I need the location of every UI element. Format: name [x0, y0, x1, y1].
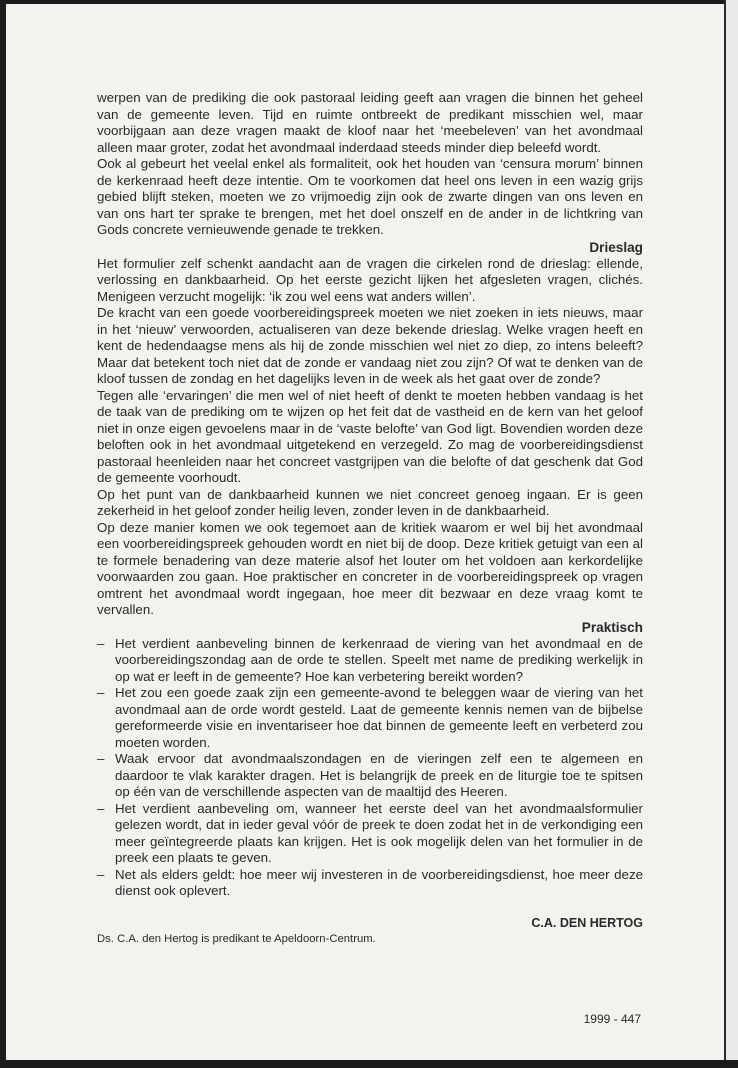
recommendation-list — [97, 636, 643, 900]
scan-right-edge — [724, 0, 738, 1068]
scan-top-edge — [0, 0, 738, 4]
paragraph: Tegen alle ‘ervaringen’ die men wel of niet heeft of denkt te moeten hebben vandaag is het de taak van de prediking om te wijzen op het feit dat de vastheid en de kern van het geloof niet in onze eigen gevoelens maar in de ‘vaste belofte’ van God ligt. Bovendien worden deze beloften ook in het avondmaal uitgetekend en verzegeld. Zo mag de voorbereidingsdienst pastoraal heenleiden naar het concreet vastgrijpen van die belofte of dat geschenk dat God de gemeente voorhoudt. — [97, 387, 643, 485]
list-item-text: Net als elders geldt: hoe meer wij investeren in de voorbereidingsdienst, hoe meer deze dienst ook oplevert. — [115, 866, 643, 898]
dash-bullet: – — [97, 685, 105, 700]
paragraph: Op het punt van de dankbaarheid kunnen we niet concreet genoeg ingaan. Er is geen zekerheid in het geloof zonder heilig leven, zonder leven in de dankbaarheid. — [97, 486, 643, 518]
list-item — [97, 636, 643, 686]
author-note: Ds. C.A. den Hertog is predikant te Apeldoorn-Centrum. — [97, 932, 376, 945]
dash-bullet: – — [97, 751, 105, 766]
paragraph: Op deze manier komen we ook tegemoet aan de kritiek waarom er wel bij het avondmaal een voorbereidingspreek gehouden wordt en niet bij de doop. Deze kritiek getuigt van een al te formele benadering van deze materie alsof het louter om het voldoen aan kerkordelijke voorwaarden zou gaan. Hoe praktischer en concreter in de voorbereidingspreek op vragen omtrent het avondmaal wordt ingegaan, hoe meer dit bezwaar en deze vraag komt te vervallen. — [97, 519, 643, 617]
list-item-text: Waak ervoor dat avondmaalszondagen en de vieringen zelf een te algemeen en daardoor te vlak karakter dragen. Het is belangrijk de preek en de liturgie toe te spitsen op één van de verschillende aspecten van de maaltijd des Heeren. — [115, 751, 643, 799]
paragraph: De kracht van een goede voorbereidingspreek moeten we niet zoeken in iets nieuws, maar in het ‘nieuw’ verwoorden, actualiseren van deze bekende drieslag. Welke vragen heeft en kent de hedendaagse mens als hij de zonde misschien wel niet zo diep, zo intens beleeft? Maar dat betekent toch niet dat de zonde er vandaag niet zou zijn? Of wat te denken van de kloof tussen de zondag en het dagelijks leven in de week als het gaat over de zonde? — [97, 305, 643, 386]
page-number: 1999 - 447 — [583, 1012, 641, 1026]
scan-bottom-edge — [0, 1060, 738, 1068]
list-item — [97, 867, 643, 900]
paragraph: Ook al gebeurt het veelal enkel als formaliteit, ook het houden van ‘censura morum’ binnen de kerkenraad heeft deze intentie. Om te voorkomen dat heel ons leven in een wazig grijs gebied blijft steken, moeten we zo vrijmoedig zijn ook de zwarte dingen van ons leven en van ons hart ter sprake te brengen, met het doel onszelf en de ander in de lichtkring van Gods concrete vernieuwende genade te trekken. — [97, 156, 643, 237]
list-item — [97, 685, 643, 751]
list-item-text: Het verdient aanbeveling om, wanneer het eerste deel van het avondmaalsformulier gelezen wordt, dat in ieder geval vóór de preek te doen zodat het in de verkondiging een meer geïntegreerde plaats kan krijgen. Het is ook mogelijk delen van het formulier in de preek een plaats te geven. — [115, 800, 643, 865]
list-item — [97, 801, 643, 867]
author-signature: C.A. DEN HERTOG — [531, 915, 643, 930]
list-item — [97, 751, 643, 801]
section-heading-drieslag: Drieslag — [589, 239, 643, 255]
paragraph: werpen van de prediking die ook pastoraal leiding geeft aan vragen die binnen het geheel van de gemeente leven. Tijd en ruimte ontbreekt de predikant misschien wel, maar voorbijgaan aan deze vragen maakt de kloof naar het ‘meebeleven’ van het avondmaal alleen maar groter, zodat het avondmaal inderdaad steeds minder diep beleefd wordt. — [97, 90, 643, 155]
dash-bullet: – — [97, 635, 105, 651]
dash-bullet: – — [97, 800, 105, 816]
list-item-text: Het verdient aanbeveling binnen de kerkenraad de viering van het avondmaal en de voorbereidingszondag aan de orde te stellen. Speelt met name de prediking werkelijk in op wat er leeft in de gemeente? Hoe kan verbetering bereikt worden? — [115, 635, 643, 684]
scan-left-edge — [0, 0, 6, 1068]
dash-bullet: – — [97, 866, 105, 882]
paragraph: Het formulier zelf schenkt aandacht aan de vragen die cirkelen rond de drieslag: ellende, verlossing en dankbaarheid. Op het eerste gezicht lijken het afgesleten vragen, clichés. Menigeen verzucht mogelijk: ‘ik zou wel eens wat anders willen’. — [97, 255, 643, 304]
article-body — [97, 90, 643, 946]
list-item-text: Het zou een goede zaak zijn een gemeente-avond te beleggen waar de viering van het avondmaal aan de orde wordt gesteld. Laat de gemeente kennis nemen van de bijbelse gereformeerde visie en inventariseer hoe dat binnen de gemeente leeft en verbeterd zou moeten worden. — [115, 685, 643, 750]
section-heading-praktisch: Praktisch — [581, 619, 643, 635]
